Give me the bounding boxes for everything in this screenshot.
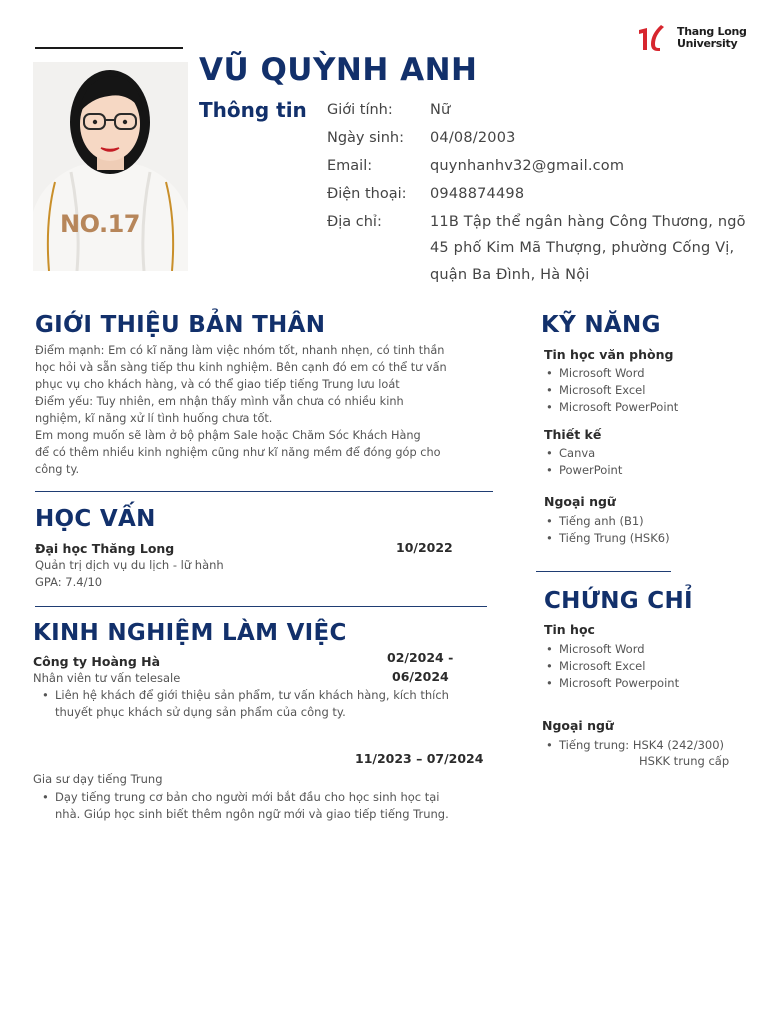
profile-photo <box>33 62 188 271</box>
skill-item: • Canva <box>544 445 622 462</box>
skill-item: • Microsoft Excel <box>544 382 678 399</box>
section-divider <box>35 491 493 492</box>
about-line: Điểm mạnh: Em có kĩ năng làm việc nhóm tốt, nhanh nhẹn, có tinh thần <box>35 344 445 357</box>
job-role: Nhân viên tư vấn telesale <box>33 671 181 685</box>
skill-item: • Microsoft PowerPoint <box>544 399 678 416</box>
about-line: phục vụ cho khách hàng, và có thể giao tiếp tiếng Trung lưu loát <box>35 378 400 391</box>
info-value: Nữ <box>430 102 451 118</box>
gpa: GPA: 7.4/10 <box>35 575 103 589</box>
company-name: Công ty Hoàng Hà <box>33 654 161 669</box>
skill-group-name: Thiết kế <box>544 427 602 442</box>
cert-item: • Tiếng trung: HSK4 (242/300) <box>544 737 724 754</box>
job-role: Gia sư dạy tiếng Trung <box>33 772 163 786</box>
university-logo <box>637 22 757 54</box>
info-heading: Thông tin <box>199 98 307 122</box>
school-name: Đại học Thăng Long <box>35 541 175 556</box>
job-date: 11/2023 – 07/2024 <box>355 751 484 766</box>
skill-item: • Tiếng anh (B1) <box>544 513 670 530</box>
shirt-print: NO.17 <box>60 210 140 238</box>
cert-group-name: Ngoại ngữ <box>542 718 614 733</box>
about-text <box>35 342 447 478</box>
skill-list <box>544 513 670 547</box>
certificates-heading: CHỨNG CHỈ <box>544 588 693 614</box>
cert-item: • Microsoft Powerpoint <box>544 675 679 692</box>
job-duties <box>40 687 449 721</box>
skill-item: • Tiếng Trung (HSK6) <box>544 530 670 547</box>
skills-heading: KỸ NĂNG <box>541 312 661 338</box>
info-label: Điện thoại: <box>327 186 407 202</box>
thang-long-logo-icon <box>637 22 671 54</box>
experience-heading: KINH NGHIỆM LÀM VIỆC <box>33 620 347 646</box>
section-divider <box>35 606 487 607</box>
skill-group-name: Tin học văn phòng <box>544 347 674 362</box>
section-divider <box>536 571 671 572</box>
cert-list <box>544 737 724 754</box>
about-line: công ty. <box>35 463 80 476</box>
skill-group-name: Ngoại ngữ <box>544 494 616 509</box>
info-value: 0948874498 <box>430 186 525 202</box>
about-line: Điểm yếu: Tuy nhiên, em nhận thấy mình vẫn chưa có nhiều kinh <box>35 395 404 408</box>
about-line: để có thêm nhiều kinh nghiệm cũng như kĩ năng mềm để đóng góp cho <box>35 446 441 459</box>
address-line: quận Ba Đình, Hà Nội <box>430 267 590 283</box>
info-value: quynhanhv32@gmail.com <box>430 158 625 174</box>
info-label: Ngày sinh: <box>327 130 404 146</box>
cert-item-extra: HSKK trung cấp <box>639 754 730 768</box>
cert-group-name: Tin học <box>544 622 595 637</box>
job-duty: • Liên hệ khách để giới thiệu sản phẩm, tư vấn khách hàng, kích thích <box>40 687 449 704</box>
cert-item: • Microsoft Excel <box>544 658 679 675</box>
skill-list <box>544 365 678 416</box>
cert-list <box>544 641 679 692</box>
education-date: 10/2022 <box>396 540 453 555</box>
about-line: học hỏi và sẵn sàng tiếp thu kinh nghiệm. Bên cạnh đó em có thể tư vấn <box>35 361 447 374</box>
candidate-name: VŨ QUỲNH ANH <box>199 52 478 88</box>
logo-line-1: Thang Long <box>677 25 747 38</box>
skill-item: • PowerPoint <box>544 462 622 479</box>
cert-item: • Microsoft Word <box>544 641 679 658</box>
job-duty-cont: thuyết phục khách sử dụng sản phẩm của công ty. <box>55 705 346 719</box>
job-duty-cont: nhà. Giúp học sinh biết thêm ngôn ngữ mới và giao tiếp tiếng Trung. <box>55 807 449 821</box>
job-date: 02/2024 - <box>387 650 454 665</box>
skill-item: • Microsoft Word <box>544 365 678 382</box>
info-value: 04/08/2003 <box>430 130 516 146</box>
job-duty: • Dạy tiếng trung cơ bản cho người mới bắt đầu cho học sinh học tại <box>40 789 449 806</box>
skill-list <box>544 445 622 479</box>
logo-line-2: University <box>677 37 738 50</box>
info-value: 11B Tập thể ngân hàng Công Thương, ngõ <box>430 214 746 230</box>
header-divider <box>35 47 183 49</box>
address-line: 45 phố Kim Mã Thượng, phường Cống Vị, <box>430 240 735 256</box>
education-heading: HỌC VẤN <box>35 506 156 532</box>
info-label: Email: <box>327 158 373 174</box>
job-duties <box>40 789 449 823</box>
about-line: Em mong muốn sẽ làm ở bộ phậm Sale hoặc Chăm Sóc Khách Hàng <box>35 429 421 442</box>
info-label: Địa chỉ: <box>327 214 382 230</box>
major: Quản trị dịch vụ du lịch - lữ hành <box>35 558 224 572</box>
job-date: 06/2024 <box>392 669 449 684</box>
info-label: Giới tính: <box>327 102 393 118</box>
about-line: nghiệm, kĩ năng xử lí tình huống chưa tốt. <box>35 412 273 425</box>
about-heading: GIỚI THIỆU BẢN THÂN <box>35 312 326 338</box>
